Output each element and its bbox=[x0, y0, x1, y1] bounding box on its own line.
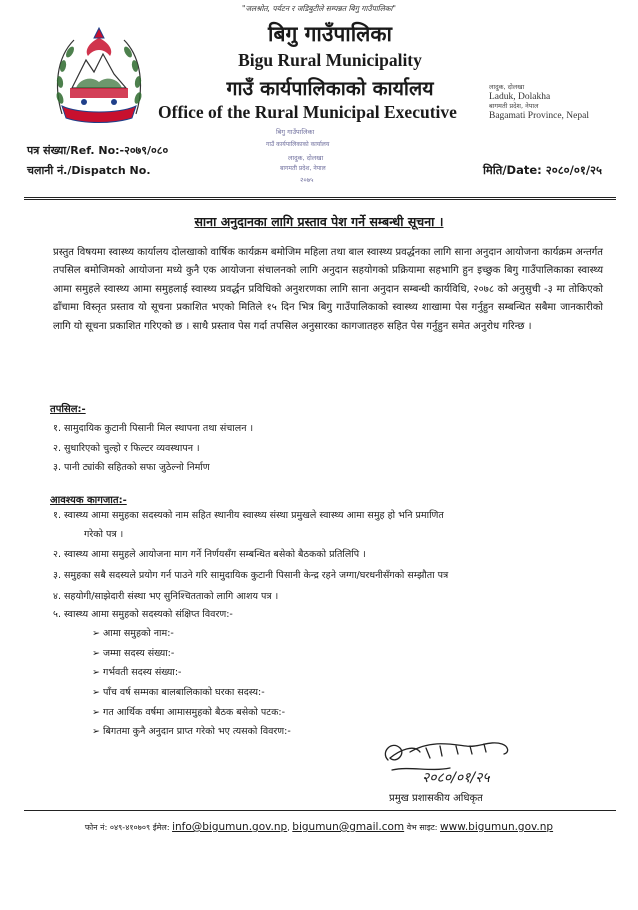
municipality-name-np: बिगु गाउँपालिका bbox=[268, 22, 392, 46]
address-en-2: Bagamati Province, Nepal bbox=[489, 110, 589, 121]
list-item: ➢ जम्मा सदस्य संख्या:- bbox=[92, 648, 175, 659]
footer-email-2[interactable]: bigumun@gmail.com bbox=[292, 821, 405, 833]
footer-sep: , bbox=[287, 823, 290, 832]
arrow-bullet-icon: ➢ bbox=[92, 667, 103, 678]
schedule-title: तपसिल:- bbox=[50, 404, 86, 415]
header-divider-2 bbox=[24, 199, 616, 200]
office-address bbox=[489, 84, 634, 122]
municipality-name-en: Bigu Rural Municipality bbox=[238, 50, 422, 70]
document-item-3: ३. समुहका सबै सदस्यले प्रयोग गर्न पाउने गरि सामुदायिक कुटानी पिसानी केन्द्र रहने जग्गा/घरधनीसँगको सम्झौता पत्र bbox=[53, 570, 449, 581]
address-en-1: Laduk, Dolakha bbox=[489, 91, 551, 102]
signature-date: २०८०/०१/२५ bbox=[422, 770, 490, 786]
list-item: ➢ पाँच वर्ष सम्मका बालबालिकाको घरका सदस्य:- bbox=[92, 687, 265, 698]
document-item-2: २. स्वास्थ्य आमा समुहले आयोजना माग गर्ने निर्णयसँग सम्बन्धित बसेको बैठकको प्रतिलिपि । bbox=[53, 549, 366, 560]
footer-divider bbox=[24, 810, 616, 811]
footer-website[interactable]: www.bigumun.gov.np bbox=[440, 821, 554, 833]
footer-contact bbox=[0, 821, 638, 833]
subject-text: साना अनुदानका लागि प्रस्ताव पेश गर्ने सम्बन्धी सूचना । bbox=[194, 214, 444, 229]
schedule-item-3: ३. पानी ट्यांकी सहितको सफा जुठेल्नो निर्माण bbox=[53, 462, 210, 473]
dispatch-number: चलानी नं./Dispatch No. bbox=[27, 164, 151, 177]
stamp-line-5: २०७५ bbox=[300, 176, 314, 184]
arrow-bullet-icon: ➢ bbox=[92, 628, 103, 639]
list-item: ➢ आमा समुहको नाम:- bbox=[92, 628, 174, 639]
schedule-item-2: २. सुधारिएको चुल्हो र फिल्टर व्यवस्थापन । bbox=[53, 443, 200, 454]
document-item-4: ४. सहयोगी/साझेदारी संस्था भए सुनिश्चितताको लागि आशय पत्र । bbox=[53, 591, 279, 602]
footer-web-label: वेभ साइट: bbox=[406, 823, 438, 832]
footer-phone: फोन नं: ०४९-४१०७०९ ईमेल: bbox=[84, 823, 170, 832]
document-item-1: १. स्वास्थ्य आमा समुहका सदस्यको नाम सहित स्थानीय स्वास्थ्य संस्था प्रमुखले स्वास्थ्य आमा समुह हो भनि प्रमाणित bbox=[53, 510, 444, 521]
handwritten-signature bbox=[370, 730, 530, 792]
documents-title: आवश्यक कागजात:- bbox=[50, 495, 127, 506]
stamp-line-2: गाउँ कार्यपालिकाको कार्यालय bbox=[266, 141, 330, 148]
reference-number: पत्र संख्या/Ref. No:-२०७९/०८० bbox=[27, 144, 169, 157]
schedule-item-1: १. सामुदायिक कुटानी पिसानी मिल स्थापना तथा संचालन । bbox=[53, 423, 254, 434]
list-item: ➢ गत आर्थिक वर्षमा आमासमुहको बैठक बसेको पटक:- bbox=[92, 707, 286, 718]
arrow-bullet-icon: ➢ bbox=[92, 648, 103, 659]
list-item: ➢ बिगतमा कुनै अनुदान प्राप्त गरेको भए त्यसको विवरण:- bbox=[92, 726, 291, 737]
document-item-5: ५. स्वास्थ्य आमा समुहको सदस्यको संक्षिप्त विवरण:- bbox=[53, 609, 233, 620]
arrow-bullet-icon: ➢ bbox=[92, 707, 103, 718]
address-np-1: लादुक, दोलखा bbox=[489, 83, 525, 91]
stamp-line-1: बिगु गाउँपालिका bbox=[276, 128, 315, 136]
stamp-line-3: लादुक, दोलखा bbox=[288, 154, 324, 162]
office-name-np: गाउँ कार्यपालिकाको कार्यालय bbox=[226, 77, 434, 100]
header-divider bbox=[24, 197, 616, 198]
letter-date: मिति/Date: २०८०/०१/२५ bbox=[482, 163, 602, 177]
footer-email-1[interactable]: info@bigumun.gov.np bbox=[172, 821, 288, 833]
document-item-1-cont: गरेको पत्र । bbox=[84, 529, 124, 540]
address-np-2: बागमती प्रदेश, नेपाल bbox=[489, 102, 539, 111]
arrow-bullet-icon: ➢ bbox=[92, 726, 103, 737]
arrow-bullet-icon: ➢ bbox=[92, 687, 103, 698]
office-stamp bbox=[262, 116, 352, 196]
nepal-emblem-logo bbox=[48, 18, 150, 130]
stamp-line-4: बागमती प्रदेश, नेपाल bbox=[280, 165, 326, 172]
subject-line bbox=[0, 213, 638, 230]
office-name-en: Office of the Rural Municipal Executive bbox=[158, 102, 457, 122]
list-item: ➢ गर्भवती सदस्य संख्या:- bbox=[92, 667, 182, 678]
motto: "जलश्रोत, पर्यटन र जडिबुटीले सम्पन्नत बिगु गाउँपालिका" bbox=[242, 4, 396, 13]
signatory-title: प्रमुख प्रशासकीय अधिकृत bbox=[389, 793, 483, 804]
body-paragraph: प्रस्तुत विषयमा स्वास्थ्य कार्यालय दोलखाको वार्षिक कार्यक्रम बमोजिम महिला तथा बाल स्वास्थ्य प्रवर्द्धनका लागि साना अनुदान आयोजना कार्यक्रम अन्तर्गत तपसिल बमोजिमको आयोजना मध्ये कुनै एक आयोजना संचालनको लागि अनुदान सहयोगको प्रक्रियामा सहभागि हुन इच्छुक बिगु गाउँपालिकाका स्वास्थ्य आमा समुहले स्वास्थ्य आमा समुहलाई स्वास्थ्य प्रवर्द्धन प्रविधिको अनुशरणका लागि साना अनुदान सम्बन्धी कार्यविधि, २०७८ को अनुसुची -३ मा तोकिएको ढाँचामा विस्तृत प्रस्ताव यो सूचना प्रकाशित भएको मितिले १५ दिन भित्र बिगु गाउँपालिकाको स्वास्थ्य शाखामा पेस गर्नुहुन सम्बन्धित सबैमा जानकारीको लागि यो सूचना प्रकाशित गरिएको छ । साथै प्रस्ताव पेस गर्दा तपसिल अनुसारका कागजातहरु सहित पेस गर्नुहुन समेत अनुरोध गरिन्छ । bbox=[53, 247, 603, 332]
